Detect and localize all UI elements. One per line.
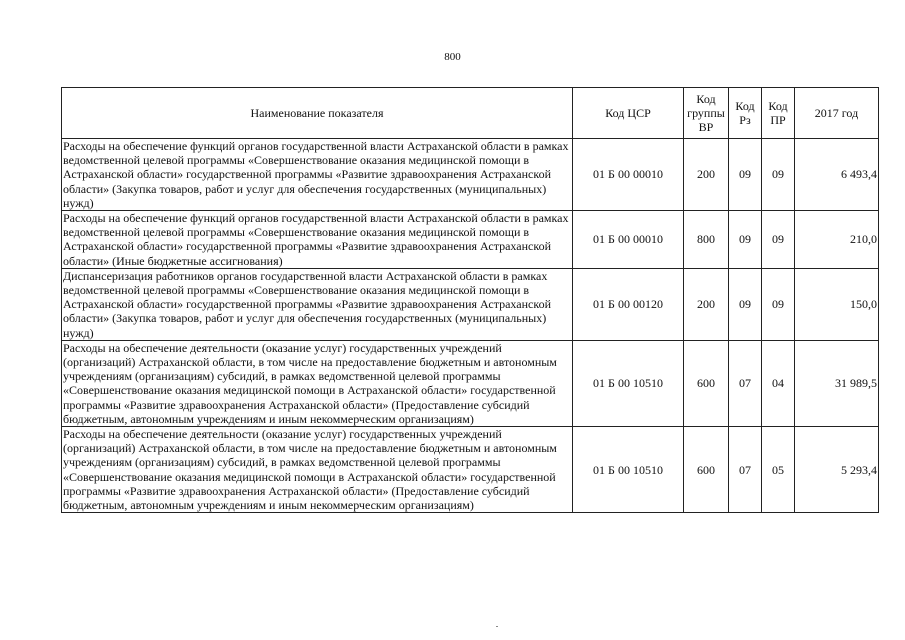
row-pr: 09 <box>762 268 795 340</box>
row-amount: 150,0 <box>795 268 879 340</box>
row-rz: 09 <box>729 139 762 211</box>
row-name: Расходы на обеспечение деятельности (оказание услуг) государственных учреждений (организаций) Астраханской области, в том числе на предоставление бюджетным и автономным учреждениям (организациям) субсидий, в рамках ведомственной целевой программы «Совершенствование оказания медицинской помощи в Астраханской области» государственной программы «Развитие здравоохранения Астраханской области» (Предоставление субсидий бюджетным, автономным учреждениям и иным некоммерческим организациям) <box>62 427 573 513</box>
row-name: Расходы на обеспечение функций органов государственной власти Астраханской области в рамках ведомственной целевой программы «Совершенствование оказания медицинской помощи в Астраханской области» государственной программы «Развитие здравоохранения Астраханской области» (Иные бюджетные ассигнования) <box>62 211 573 269</box>
row-vr: 200 <box>684 268 729 340</box>
header-vr-line3: ВР <box>698 120 714 134</box>
row-name: Расходы на обеспечение функций органов государственной власти Астраханской области в рамках ведомственной целевой программы «Совершенствование оказания медицинской помощи в Астраханской области» государственной программы «Развитие здравоохранения Астраханской области» (Закупка товаров, работ и услуг для обеспечения государственных (муниципальных) нужд) <box>62 139 573 211</box>
row-name: Диспансеризация работников органов государственной власти Астраханской области в рамках ведомственной целевой программы «Совершенствование оказания медицинской помощи в Астраханской области» государственной программы «Развитие здравоохранения Астраханской области» (Закупка товаров, работ и услуг для обеспечения государственных (муниципальных) нужд) <box>62 268 573 340</box>
row-pr: 09 <box>762 211 795 269</box>
row-rz: 09 <box>729 268 762 340</box>
row-vr: 600 <box>684 340 729 426</box>
row-csr: 01 Б 00 00120 <box>573 268 684 340</box>
row-rz: 07 <box>729 340 762 426</box>
row-name: Расходы на обеспечение деятельности (оказание услуг) государственных учреждений (организаций) Астраханской области, в том числе на предоставление бюджетным и автономным учреждениям (организациям) субсидий, в рамках ведомственной целевой программы «Совершенствование оказания медицинской помощи в Астраханской области» государственной программы «Развитие здравоохранения Астраханской области» (Предоставление субсидий бюджетным, автономным учреждениям и иным некоммерческим организациям) <box>62 340 573 426</box>
header-vr-line2: группы <box>687 106 725 120</box>
header-rz-line2: Рз <box>739 113 751 127</box>
row-csr: 01 Б 00 10510 <box>573 340 684 426</box>
table-header-row <box>62 88 879 139</box>
row-amount: 5 293,4 <box>795 427 879 513</box>
table-row <box>62 268 879 340</box>
header-rz-line1: Код <box>735 99 755 113</box>
row-csr: 01 Б 00 10510 <box>573 427 684 513</box>
header-name: Наименование показателя <box>62 88 573 139</box>
row-pr: 04 <box>762 340 795 426</box>
scan-artifact <box>496 626 498 627</box>
header-pr <box>762 88 795 139</box>
row-amount: 6 493,4 <box>795 139 879 211</box>
row-rz: 09 <box>729 211 762 269</box>
row-amount: 210,0 <box>795 211 879 269</box>
budget-table <box>61 87 879 513</box>
header-vr <box>684 88 729 139</box>
table-row <box>62 211 879 269</box>
header-pr-line1: Код <box>768 99 788 113</box>
table-row <box>62 139 879 211</box>
row-pr: 09 <box>762 139 795 211</box>
header-vr-line1: Код <box>696 92 716 106</box>
row-amount: 31 989,5 <box>795 340 879 426</box>
header-csr: Код ЦСР <box>573 88 684 139</box>
header-rz <box>729 88 762 139</box>
row-csr: 01 Б 00 00010 <box>573 139 684 211</box>
header-year: 2017 год <box>795 88 879 139</box>
row-vr: 200 <box>684 139 729 211</box>
row-pr: 05 <box>762 427 795 513</box>
row-csr: 01 Б 00 00010 <box>573 211 684 269</box>
page-number: 800 <box>444 51 461 63</box>
table-row <box>62 340 879 426</box>
table-row <box>62 427 879 513</box>
row-vr: 600 <box>684 427 729 513</box>
row-rz: 07 <box>729 427 762 513</box>
header-pr-line2: ПР <box>770 113 786 127</box>
row-vr: 800 <box>684 211 729 269</box>
